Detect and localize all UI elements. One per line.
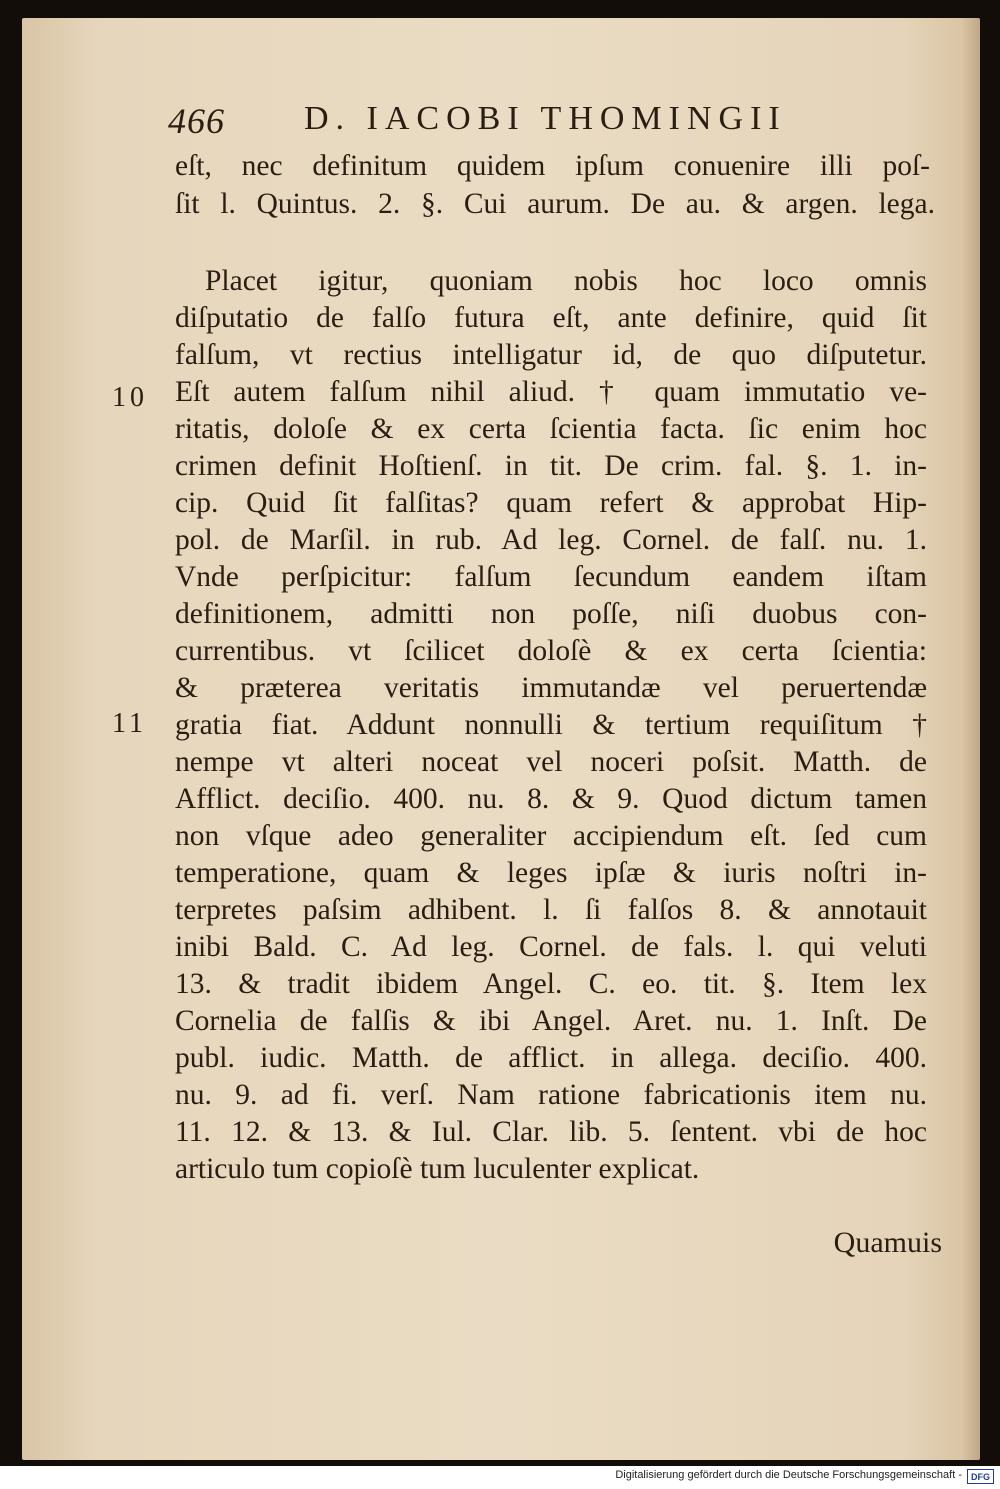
- text-line: terpretes paſsim adhibent. l. ſi falſos 8. & annotauit: [175, 894, 927, 926]
- text-line: publ. iudic. Matth. de afflict. in allega. deciſio. 400.: [175, 1042, 927, 1074]
- text-line: temperatione, quam & leges ipſæ & iuris noſtri in-: [175, 857, 927, 889]
- text-line: Placet igitur, quoniam nobis hoc loco omnis: [205, 265, 927, 297]
- text-line: pol. de Marſil. in rub. Ad leg. Cornel. de falſ. nu. 1.: [175, 524, 927, 556]
- text-line: Eſt autem falſum nihil aliud. † quam immutatio ve-: [175, 376, 927, 408]
- catchword: Quamuis: [833, 1226, 942, 1259]
- text-line: 11. 12. & 13. & Iul. Clar. lib. 5. ſentent. vbi de hoc: [175, 1116, 927, 1148]
- page-edge-shadow: [962, 18, 980, 1460]
- running-head: D. IACOBI THOMINGII: [304, 100, 787, 137]
- text-line: nu. 9. ad fi. verſ. Nam ratione fabricationis item nu.: [175, 1079, 927, 1111]
- text-line: definitionem, admitti non poſſe, niſi duobus con-: [175, 598, 927, 630]
- margin-note-11: 11: [112, 708, 147, 739]
- text-line: Cornelia de falſis & ibi Angel. Aret. nu. 1. Inſt. De: [175, 1005, 927, 1037]
- page-number: 466: [168, 101, 225, 141]
- funding-credit: Digitalisierung gefördert durch die Deutsche Forschungsgemeinschaft -: [615, 1469, 962, 1481]
- dfg-logo: DFG: [967, 1469, 994, 1484]
- page-header: [168, 100, 868, 146]
- text-line: currentibus. vt ſcilicet doloſè & ex certa ſcientia:: [175, 635, 927, 667]
- text-line: & præterea veritatis immutandæ vel peruertendæ: [175, 672, 927, 704]
- text-line: nempe vt alteri noceat vel noceri poſsit. Matth. de: [175, 746, 927, 778]
- text-line: gratia fiat. Addunt nonnulli & tertium requiſitum †: [175, 709, 927, 741]
- text-line: crimen definit Hoſtienſ. in tit. De crim. fal. §. 1. in-: [175, 450, 927, 482]
- text-line: ſit l. Quintus. 2. §. Cui aurum. De au. & argen. lega.: [175, 188, 935, 220]
- text-line: inibi Bald. C. Ad leg. Cornel. de fals. l. qui veluti: [175, 931, 927, 963]
- text-line: 13. & tradit ibidem Angel. C. eo. tit. §. Item lex: [175, 968, 927, 1000]
- text-line: cip. Quid ſit falſitas? quam refert & approbat Hip-: [175, 487, 927, 519]
- text-line: ritatis, doloſe & ex certa ſcientia facta. ſic enim hoc: [175, 413, 927, 445]
- footer-bar: [0, 1466, 1000, 1489]
- text-line: Vnde perſpicitur: falſum ſecundum eandem iſtam: [175, 561, 927, 593]
- text-line: eſt, nec definitum quidem ipſum conuenire illi poſ-: [175, 150, 930, 182]
- text-line: falſum, vt rectius intelligatur id, de quo diſputetur.: [175, 339, 927, 371]
- text-line: diſputatio de falſo futura eſt, ante definire, quid ſit: [175, 302, 927, 334]
- margin-note-10: 10: [112, 382, 148, 413]
- text-line: Afflict. deciſio. 400. nu. 8. & 9. Quod dictum tamen: [175, 783, 927, 815]
- text-line: non vſque adeo generaliter accipiendum eſt. ſed cum: [175, 820, 927, 852]
- text-line: articulo tum copioſè tum luculenter explicat.: [175, 1153, 700, 1185]
